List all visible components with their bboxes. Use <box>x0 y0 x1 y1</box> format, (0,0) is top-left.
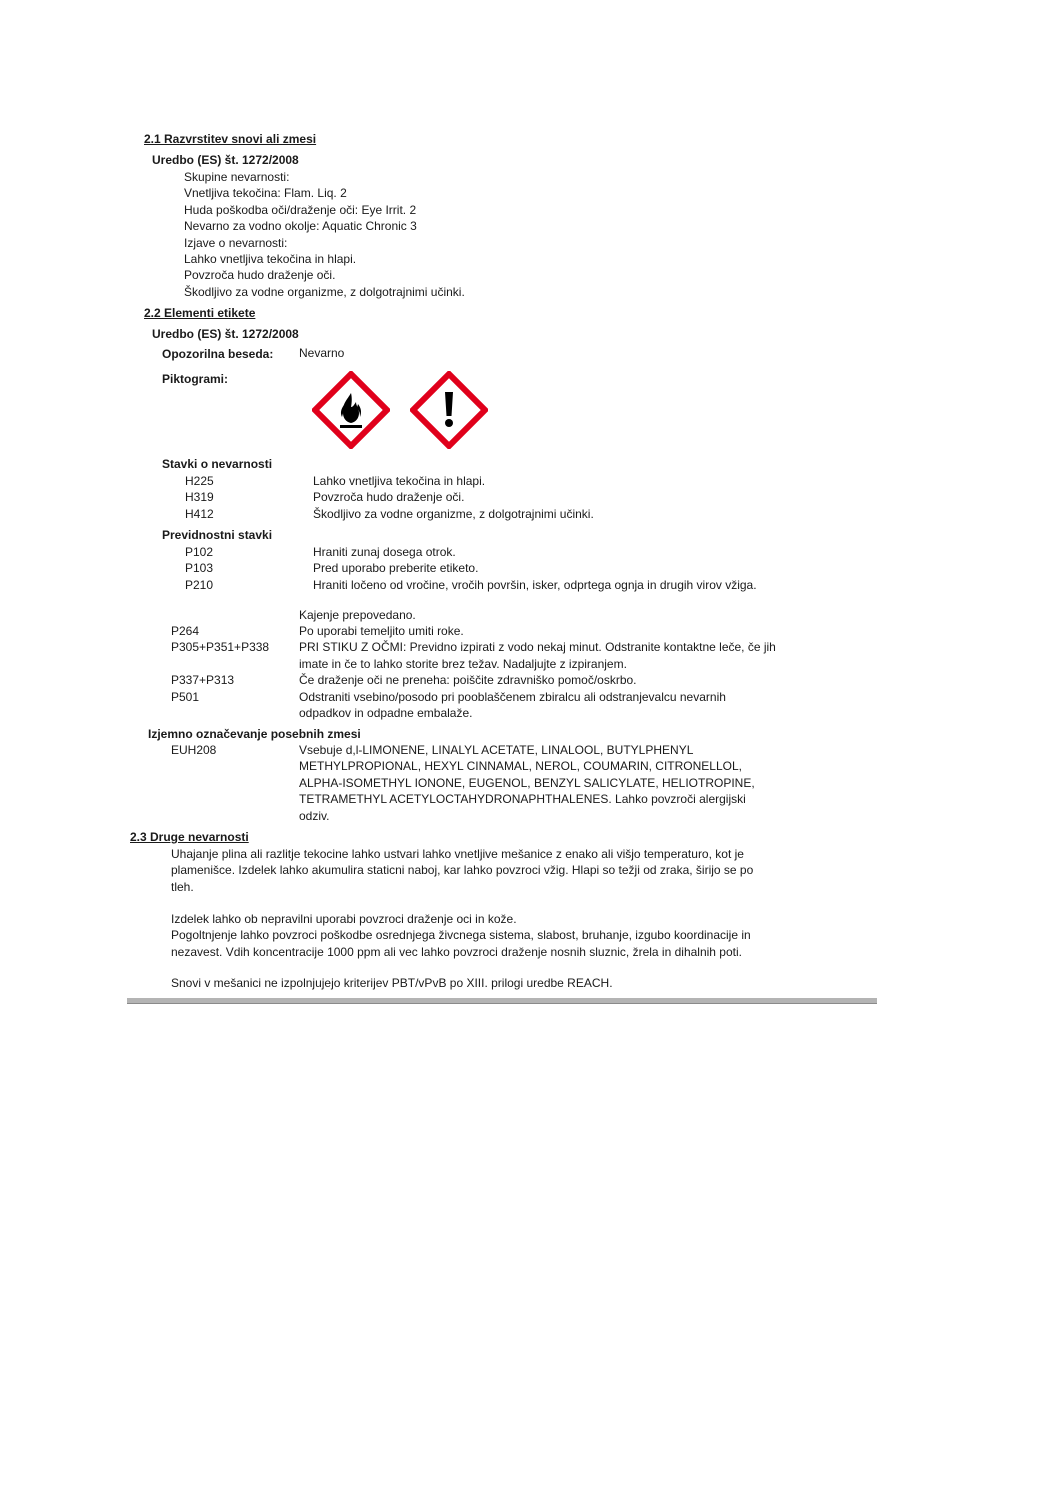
table-row <box>185 544 757 560</box>
precaution-code: P102 <box>185 545 214 559</box>
pictograms-label: Piktogrami: <box>162 372 229 386</box>
precautionary-statements-table-2 <box>171 623 776 721</box>
precaution-text-line: Po uporabi temeljito umiti roke. <box>299 624 464 638</box>
hazard-code: H225 <box>185 474 214 488</box>
hazard-code: H412 <box>185 506 214 521</box>
paragraph-line: tleh. <box>171 879 194 894</box>
classification-line: Huda poškodba oči/draženje oči: Eye Irrit. 2 <box>184 202 417 217</box>
table-row <box>171 689 776 722</box>
table-row <box>185 560 757 576</box>
precaution-text <box>299 639 776 672</box>
euh-text-line: ALPHA-ISOMETHYL IONONE, EUGENOL, BENZYL SALICYLATE, HELIOTROPINE, <box>299 775 755 790</box>
hazard-statements-table <box>185 473 594 522</box>
precaution-text-line: imate in če to lahko storite brez težav. Nadaljujte z izpiranjem. <box>299 656 627 671</box>
precaution-text-line: Če draženje oči ne preneha: poiščite zdravniško pomoč/oskrbo. <box>299 673 637 688</box>
precaution-text <box>299 689 776 722</box>
classification-line: Lahko vnetljiva tekočina in hlapi. <box>184 252 357 267</box>
precaution-code: P305+P351+P338 <box>171 640 270 655</box>
table-row <box>171 672 776 688</box>
section-divider <box>127 998 877 1004</box>
precaution-text <box>299 672 776 688</box>
precaution-text-line: PRI STIKU Z OČMI: Previdno izpirati z vodo nekaj minut. Odstranite kontaktne leče, če jih <box>299 640 776 655</box>
section-2-3-heading: 2.3 Druge nevarnosti <box>130 830 249 844</box>
classification-list <box>184 169 465 300</box>
section-2-2-regulation: Uredbo (ES) št. 1272/2008 <box>152 327 299 341</box>
table-row <box>185 506 594 522</box>
classification-line: Skupine nevarnosti: <box>184 170 290 184</box>
precaution-text: Pred uporabo preberite etiketo. <box>313 561 479 576</box>
hazard-code: H319 <box>185 490 214 505</box>
classification-line: Vnetljiva tekočina: Flam. Liq. 2 <box>184 186 347 201</box>
precaution-code: P501 <box>171 689 200 704</box>
hazard-statements-heading: Stavki o nevarnosti <box>162 457 273 471</box>
other-hazards-paragraph-1 <box>171 846 753 895</box>
table-row <box>185 489 594 505</box>
precaution-text-line: odpadkov in odpadne embalaže. <box>299 706 473 721</box>
euh-text-line: odziv. <box>299 808 330 823</box>
paragraph-line: nezavest. Vdih koncentracije 1000 ppm ali vec lahko povzroci draženje nosnih sluznic, žrela in dihalnih poti. <box>171 944 742 959</box>
paragraph-line: plamenišce. Izdelek lahko akumulira staticni naboj, kar lahko povzroci vžig. Hlapi so težji od zraka, širijo se po <box>171 863 754 878</box>
euh-text-line: Vsebuje d,l-LIMONENE, LINALYL ACETATE, LINALOOL, BUTYLPHENYL <box>299 743 694 757</box>
precautionary-statements-heading: Previdnostni stavki <box>162 528 273 542</box>
section-2-1-regulation: Uredbo (ES) št. 1272/2008 <box>152 153 299 167</box>
hazard-text: Škodljivo za vodne organizme, z dolgotrajnimi učinki. <box>313 506 594 521</box>
classification-line: Izjave o nevarnosti: <box>184 235 288 250</box>
precaution-code: P210 <box>185 577 214 592</box>
paragraph-line: Uhajanje plina ali razlitje tekocine lahko ustvari lahko vnetljive mešanice z enako ali višjo temperaturo, kot je <box>171 847 744 861</box>
table-row <box>185 473 594 489</box>
precaution-text-line: Odstraniti vsebino/posodo pri pooblaščenem zbiralcu ali odstranjevalcu nevarnih <box>299 689 726 704</box>
p210-continuation: Kajenje prepovedano. <box>299 608 416 622</box>
precaution-text <box>299 623 776 639</box>
euh-text <box>299 742 755 824</box>
other-hazards-paragraph-3 <box>171 975 613 991</box>
paragraph-line: Izdelek lahko ob nepravilni uporabi povzroci draženje oci in kože. <box>171 912 517 926</box>
table-row <box>185 577 757 593</box>
classification-line: Škodljivo za vodne organizme, z dolgotrajnimi učinki. <box>184 284 465 299</box>
paragraph-line: Pogoltnjenje lahko povzroci poškodbe osrednjega živcnega sistema, slabost, bruhanje, izgubo koordinacije in <box>171 928 751 943</box>
precaution-code: P103 <box>185 561 214 576</box>
euh-text-line: METHYLPROPIONAL, HEXYL CINNAMAL, NEROL, COUMARIN, CITRONELLOL, <box>299 759 742 774</box>
section-2-2-heading: 2.2 Elementi etikete <box>144 306 256 320</box>
precaution-text: Hraniti zunaj dosega otrok. <box>313 545 456 559</box>
hazard-text: Lahko vnetljiva tekočina in hlapi. <box>313 474 486 488</box>
euh-text-line: TETRAMETHYL ACETYLOCTAHYDRONAPHTHALENES. Lahko povzroči alergijski <box>299 792 746 807</box>
table-row <box>171 639 776 672</box>
signal-word-label: Opozorilna beseda: <box>162 347 274 361</box>
precautionary-statements-table <box>185 544 757 593</box>
classification-line: Povzroča hudo draženje oči. <box>184 268 336 283</box>
hazard-text: Povzroča hudo draženje oči. <box>313 490 465 505</box>
precaution-code: P264 <box>171 624 200 638</box>
other-hazards-paragraph-2 <box>171 911 751 960</box>
section-2-1-heading: 2.1 Razvrstitev snovi ali zmesi <box>144 132 317 146</box>
paragraph-line: Snovi v mešanici ne izpolnjujejo kriterijev PBT/vPvB po XIII. prilogi uredbe REACH. <box>171 976 613 990</box>
classification-line: Nevarno za vodno okolje: Aquatic Chronic 3 <box>184 219 417 234</box>
precaution-text: Hraniti ločeno od vročine, vročih površin, isker, odprtega ognja in drugih virov vžiga. <box>313 577 757 592</box>
flame-pictogram-icon <box>312 371 390 449</box>
euh-code: EUH208 <box>171 743 217 757</box>
special-labelling-heading: Izjemno označevanje posebnih zmesi <box>148 727 361 741</box>
exclamation-pictogram-icon <box>410 371 488 449</box>
precaution-code: P337+P313 <box>171 673 235 688</box>
table-row <box>171 623 776 639</box>
signal-word-value: Nevarno <box>299 346 345 360</box>
